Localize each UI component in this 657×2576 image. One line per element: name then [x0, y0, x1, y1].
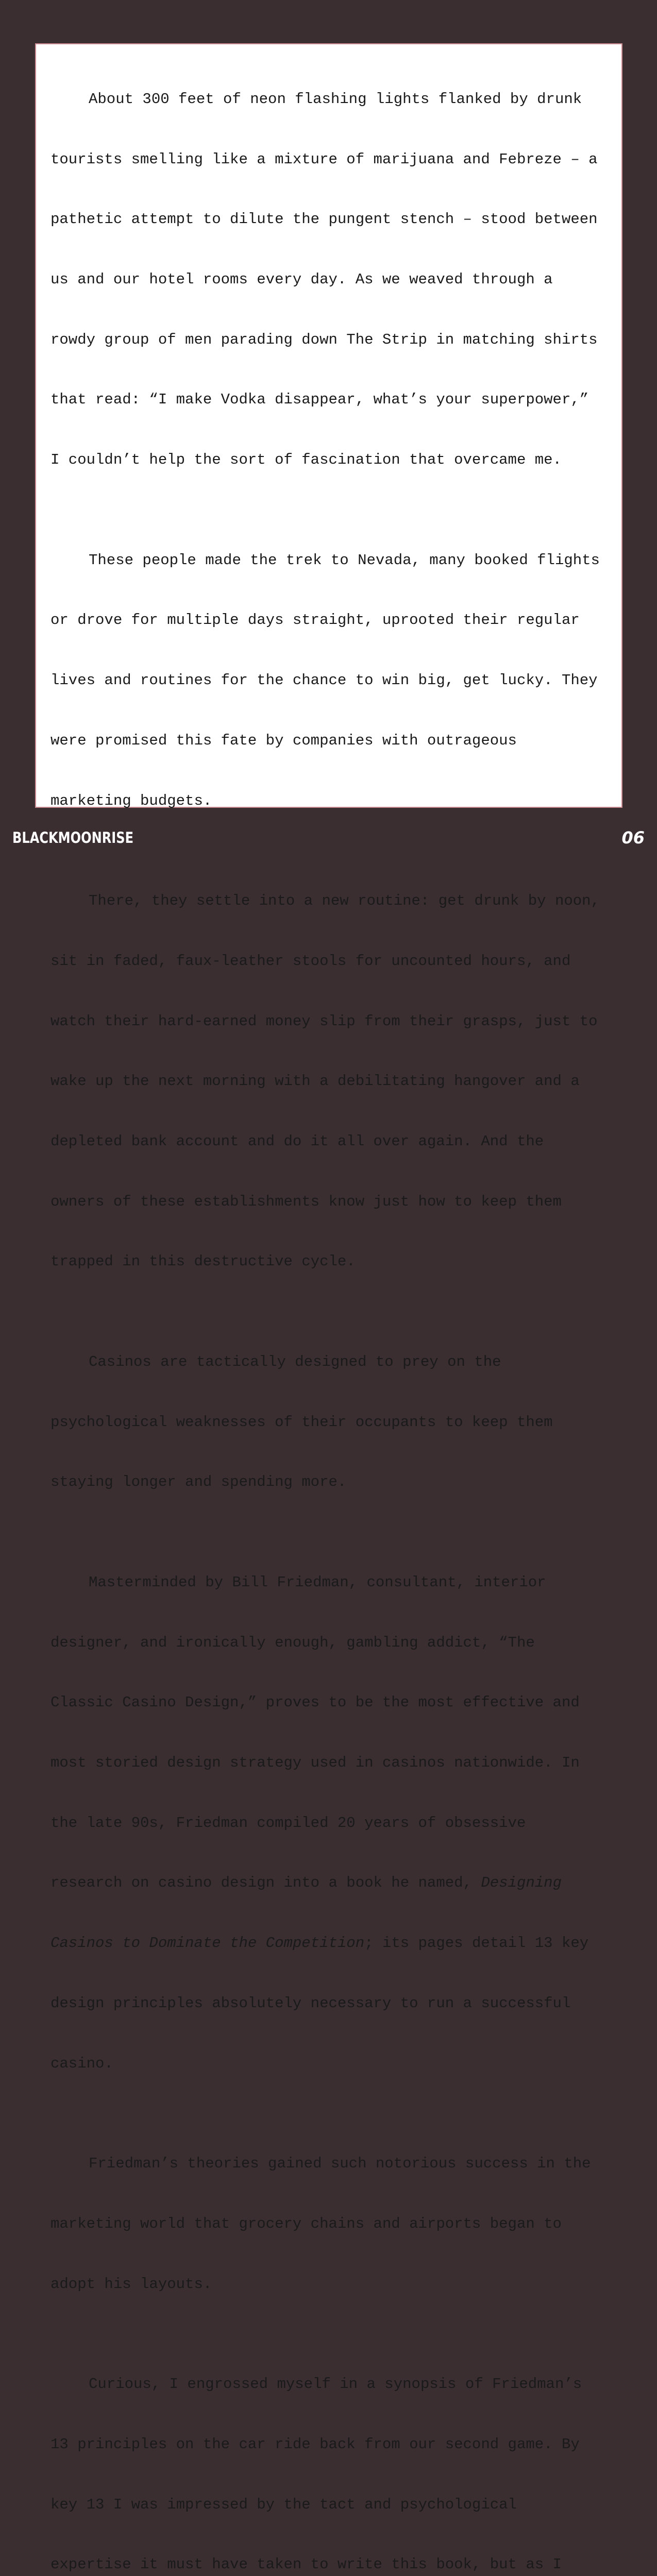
paragraph-4: [50, 1312, 621, 1533]
text-line: These people made the trek to Nevada, many booked flights: [89, 551, 600, 569]
text-line: [50, 1873, 621, 1893]
text-line: that read: “I make Vodka disappear, what’s your superpower,”: [50, 391, 589, 409]
text-line: wake up the next morning with a debilitating hangover and a: [50, 1073, 580, 1090]
text-line: pathetic attempt to dilute the pungent stench – stood between: [50, 211, 598, 228]
paragraph-6: [50, 2114, 621, 2334]
text-line: designer, and ironically enough, gambling addict, “The: [50, 1634, 535, 1651]
text-line: Masterminded by Bill Friedman, consultant, interior: [89, 1573, 546, 1591]
paragraph-5: [50, 1533, 621, 2114]
paragraph-1: [50, 49, 621, 511]
paragraph-7: [50, 2334, 621, 2576]
text-line: sit in faded, faux-leather stools for uncounted hours, and: [50, 952, 571, 970]
text-line: trapped in this destructive cycle.: [50, 1253, 356, 1270]
text-line: About 300 feet of neon flashing lights flanked by drunk: [89, 90, 582, 108]
page-number: 06: [621, 828, 645, 848]
paragraph-3: [50, 851, 621, 1312]
text-line: expertise it must have taken to write this book, but as I: [50, 2556, 562, 2573]
text-line: watch their hard-earned money slip from their grasps, just to: [50, 1012, 598, 1030]
text-line: adopt his layouts.: [50, 2275, 212, 2293]
text-line: tourists smelling like a mixture of marijuana and Febreze – a: [50, 150, 598, 168]
text-line: most storied design strategy used in casinos nationwide. In: [50, 1754, 580, 1772]
text-line: design principles absolutely necessary to run a successful: [50, 1994, 571, 2012]
text-line: staying longer and spending more.: [50, 1473, 347, 1491]
text-line: lives and routines for the chance to win big, get lucky. They: [50, 672, 598, 689]
text-line: depleted bank account and do it all over again. And the: [50, 1132, 544, 1150]
text-line: I couldn’t help the sort of fascination that overcame me.: [50, 451, 562, 469]
text-line: [50, 1934, 621, 1954]
text-line: the late 90s, Friedman compiled 20 years of obsessive: [50, 1814, 526, 1832]
text-line: Friedman’s theories gained such notorious success in the: [89, 2155, 591, 2173]
text-fragment: research on casino design into a book he named,: [50, 1874, 481, 1892]
text-line: or drove for multiple days straight, uprooted their regular: [50, 612, 580, 629]
text-line: owners of these establishments know just how to keep them: [50, 1193, 562, 1210]
text-fragment: ; its pages detail 13 key: [364, 1935, 589, 1952]
text-line: key 13 I was impressed by the tact and psychological: [50, 2496, 517, 2513]
paragraph-2: [50, 511, 621, 851]
text-line: rowdy group of men parading down The Strip in matching shirts: [50, 331, 598, 348]
text-line: were promised this fate by companies with outrageous: [50, 732, 517, 749]
text-line: marketing budgets.: [50, 792, 212, 809]
text-line: There, they settle into a new routine: get drunk by noon,: [89, 892, 600, 910]
text-line: 13 principles on the car ride back from our second game. By: [50, 2435, 580, 2453]
text-line: Classic Casino Design,” proves to be the most effective and: [50, 1694, 580, 1711]
text-line: marketing world that grocery chains and airports began to: [50, 2215, 562, 2232]
book-title: Casinos to Dominate the Competition: [50, 1935, 365, 1952]
text-line: us and our hotel rooms every day. As we weaved through a: [50, 270, 553, 288]
text-line: Casinos are tactically designed to prey on the: [89, 1353, 501, 1370]
book-title: Designing: [481, 1874, 562, 1892]
text-line: Curious, I engrossed myself in a synopsis of Friedman’s: [89, 2376, 582, 2393]
brand-logo: BLACKMOONRISE: [12, 828, 134, 847]
text-line: casino.: [50, 2055, 113, 2072]
text-line: psychological weaknesses of their occupants to keep them: [50, 1413, 553, 1431]
